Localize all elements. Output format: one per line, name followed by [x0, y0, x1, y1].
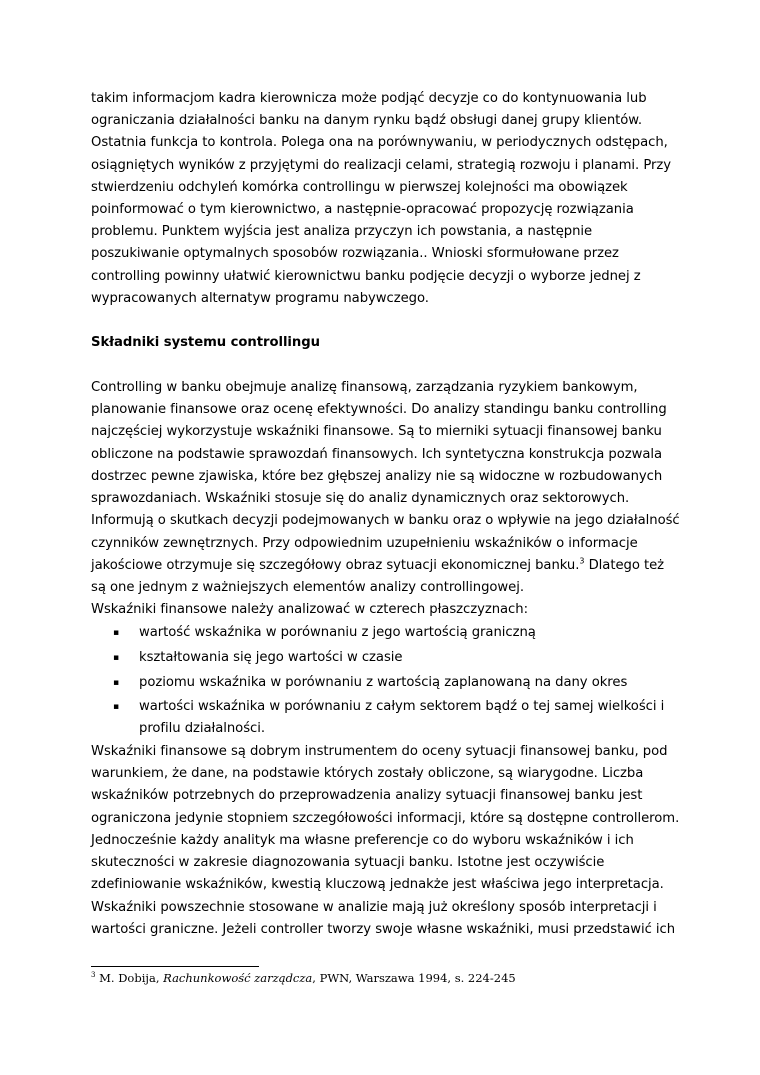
paragraph-line: controlling powinny ułatwić kierownictwu banku podjęcie decyzji o wyborze jednej z: [91, 269, 641, 284]
paragraph-line: są one jednym z ważniejszych elementów analizy controllingowej.: [91, 580, 524, 595]
section-heading: Składniki systemu controllingu: [91, 335, 320, 350]
list-item: poziomu wskaźnika w porównaniu z wartością zaplanowaną na dany okres: [139, 675, 628, 690]
line-text: Dlatego też: [584, 558, 665, 573]
paragraph-line: czynników zewnętrznych. Przy odpowiednim uzupełnieniu wskaźników o informacje: [91, 536, 638, 551]
paragraph-line: problemu. Punktem wyjścia jest analiza przyczyn ich powstania, a następnie: [91, 224, 593, 239]
paragraph-line: ograniczona jedynie stopniem szczegółowości informacji, które są dostępne controllerom.: [91, 811, 680, 826]
footnote-details: , PWN, Warszawa 1994, s. 224-245: [312, 971, 516, 985]
footnote-author: M. Dobija,: [95, 971, 164, 985]
footnote-title: Rachunkowość zarządcza: [163, 971, 313, 985]
bullet-marker-icon: ▪: [113, 702, 120, 712]
paragraph-line: Jednocześnie każdy analityk ma własne preferencje co do wyboru wskaźników i ich: [91, 833, 634, 848]
paragraph-line: ograniczania działalności banku na danym rynku bądź obsługi danej grupy klientów.: [91, 113, 642, 128]
footnote-separator: [91, 966, 259, 967]
footnote-reference[interactable]: 3: [579, 556, 585, 566]
paragraph-line: skuteczności w zakresie diagnozowania sytuacji banku. Istotne jest oczywiście: [91, 855, 605, 870]
paragraph-line: Wskaźniki powszechnie stosowane w analizie mają już określony sposób interpretacji i: [91, 900, 657, 915]
footnote-number: 3: [91, 971, 96, 980]
paragraph-line: poszukiwanie optymalnych sposobów rozwiązania.. Wnioski sformułowane przez: [91, 246, 619, 261]
list-item-continuation: profilu działalności.: [139, 721, 265, 736]
bullet-marker-icon: ▪: [113, 653, 120, 663]
paragraph-line: obliczone na podstawie sprawozdań finansowych. Ich syntetyczna konstrukcja pozwala: [91, 447, 663, 462]
line-text: jakościowe otrzymuje się szczegółowy obraz sytuacji ekonomicznej banku.: [91, 558, 580, 573]
paragraph-line-with-footnote: [91, 557, 664, 575]
list-item: wartości wskaźnika w porównaniu z całym sektorem bądź o tej samej wielkości i: [139, 699, 665, 714]
paragraph-line: Wskaźniki finansowe należy analizować w czterech płaszczyznach:: [91, 602, 528, 617]
list-item: wartość wskaźnika w porównaniu z jego wartością graniczną: [139, 625, 536, 640]
paragraph-line: Ostatnia funkcja to kontrola. Polega ona na porównywaniu, w periodycznych odstępach,: [91, 135, 668, 150]
paragraph-line: Informują o skutkach decyzji podejmowanych w banku oraz o wpływie na jego działalność: [91, 513, 680, 528]
list-item: kształtowania się jego wartości w czasie: [139, 650, 403, 665]
paragraph-line: zdefiniowanie wskaźników, kwestią kluczową jednakże jest właściwa jego interpretacja.: [91, 877, 664, 892]
paragraph-line: takim informacjom kadra kierownicza może podjąć decyzje co do kontynuowania lub: [91, 91, 647, 106]
paragraph-line: planowanie finansowe oraz ocenę efektywności. Do analizy standingu banku controlling: [91, 402, 667, 417]
bullet-marker-icon: ▪: [113, 628, 120, 638]
paragraph-line: Controlling w banku obejmuje analizę finansową, zarządzania ryzykiem bankowym,: [91, 380, 638, 395]
paragraph-line: wypracowanych alternatyw programu nabywczego.: [91, 291, 429, 306]
paragraph-line: stwierdzeniu odchyleń komórka controllingu w pierwszej kolejności ma obowiązek: [91, 180, 628, 195]
footnote: [91, 970, 516, 986]
paragraph-line: wartości graniczne. Jeżeli controller tworzy swoje własne wskaźniki, musi przedstawić ich: [91, 922, 676, 937]
paragraph-line: osiągniętych wyników z przyjętymi do realizacji celami, strategią rozwoju i planami. Przy: [91, 158, 671, 173]
paragraph-line: najczęściej wykorzystuje wskaźniki finansowe. Są to mierniki sytuacji finansowej banku: [91, 424, 662, 439]
paragraph-line: sprawozdaniach. Wskaźniki stosuje się do analiz dynamicznych oraz sektorowych.: [91, 491, 630, 506]
paragraph-line: dostrzec pewne zjawiska, które bez głębszej analizy nie są widoczne w rozbudowanych: [91, 469, 663, 484]
paragraph-line: poinformować o tym kierownictwo, a następnie-opracować propozycję rozwiązania: [91, 202, 634, 217]
paragraph-line: Wskaźniki finansowe są dobrym instrumentem do oceny sytuacji finansowej banku, pod: [91, 744, 668, 759]
bullet-marker-icon: ▪: [113, 678, 120, 688]
paragraph-line: warunkiem, że dane, na podstawie których zostały obliczone, są wiarygodne. Liczba: [91, 766, 644, 781]
paragraph-line: wskaźników potrzebnych do przeprowadzenia analizy sytuacji finansowej banku jest: [91, 788, 643, 803]
